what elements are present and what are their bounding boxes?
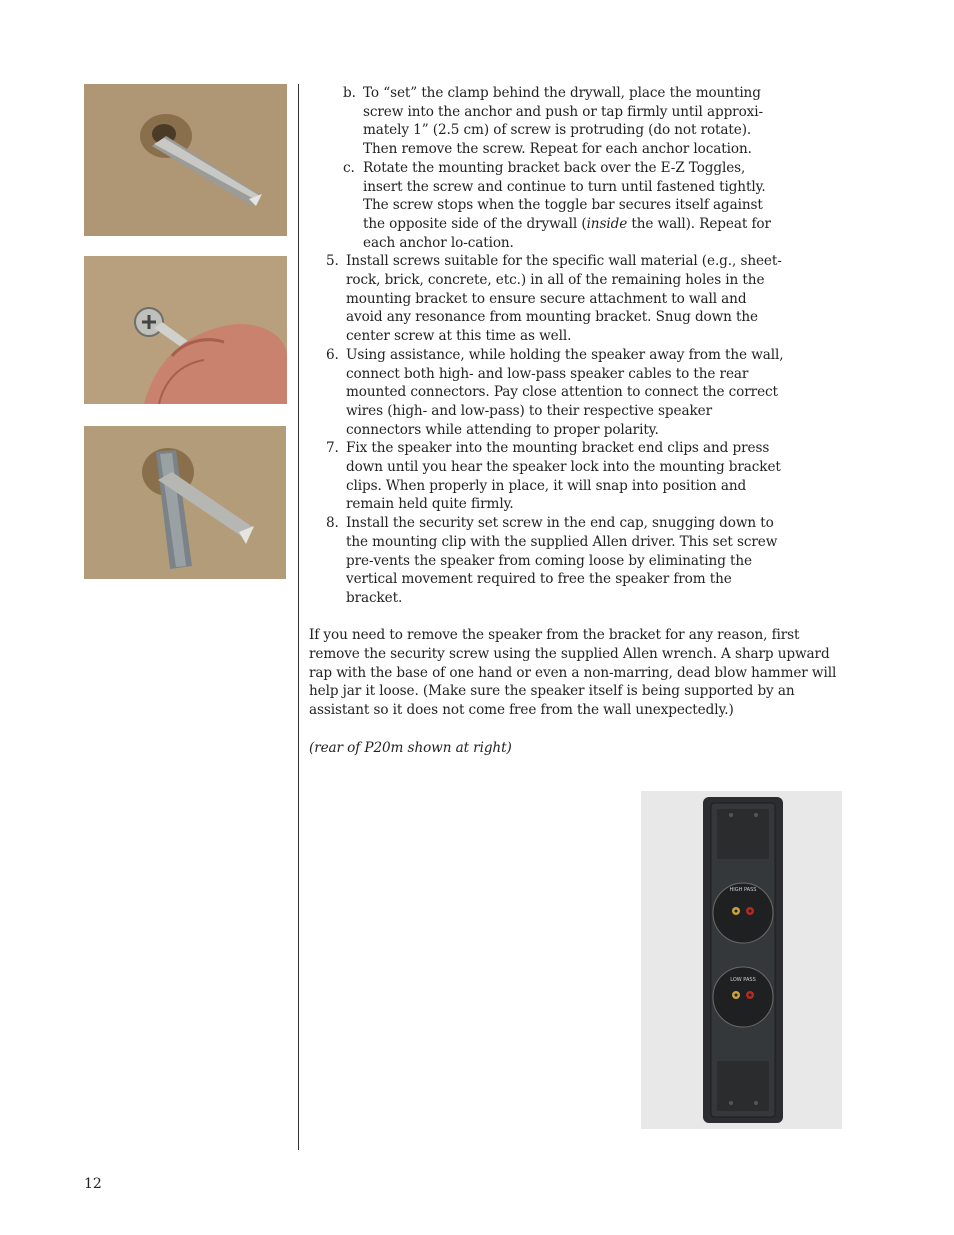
photo-toggle-bar <box>84 426 286 579</box>
step-8 <box>326 514 839 608</box>
step-6 <box>326 346 839 440</box>
photo-screw-in-anchor <box>84 84 287 236</box>
removal-paragraph: If you need to remove the speaker from the bracket for any reason, first remove the security screw using the supplied Allen wrench. A sharp upward rap with the base of one hand or even a non-marring, dead blow hammer will help jar it loose. (Make sure the speaker itself is being supported by an assistant so it does not come free from the wall unexpectedly.) <box>309 627 837 719</box>
step-7 <box>326 439 839 514</box>
photo-caption: (rear of P20m shown at right) <box>309 739 512 756</box>
step-b <box>343 84 839 159</box>
step-5 <box>326 252 839 346</box>
step-label: b. <box>343 85 356 101</box>
instruction-text <box>309 84 839 757</box>
step-label: 5. <box>326 253 339 270</box>
high-pass-label: HIGH PASS <box>729 887 757 893</box>
photo-speaker-rear <box>641 791 842 1129</box>
step-label: c. <box>343 159 355 176</box>
column-divider <box>298 84 299 1150</box>
low-pass-label: LOW PASS <box>730 977 756 983</box>
photo-hand-screwdriver <box>84 256 287 404</box>
step-text: Install screws suitable for the specific wall material (e.g., sheet-rock, brick, concrete, etc.) in all of the remaining holes in the mounting bracket to ensure secure attachment to wall and avoid any resonance from mounting bracket. Snug down the center screw at this time as well. <box>346 253 782 345</box>
step-text: To “set” the clamp behind the drywall, place the mounting screw into the anchor and push or tap firmly until approxi-mately 1” (2.5 cm) of screw is protruding (do not rotate). Then remove the screw. Repeat for each anchor location. <box>363 85 763 158</box>
step-label: 6. <box>326 346 339 363</box>
step-text: Install the security set screw in the end cap, snugging down to the mounting clip with the supplied Allen driver. This set screw pre-vents the speaker from coming loose by eliminating the vertical movement required to free the speaker from the bracket. <box>346 515 778 606</box>
step-text: Rotate the mounting bracket back over the E-Z Toggles, insert the screw and continue to turn until fastened tightly. The screw stops when the toggle bar secures itself against the opposite side of the drywall (inside the wall). Repeat for each anchor lo-cation. <box>363 159 771 251</box>
step-label: 7. <box>326 440 339 457</box>
step-text: Using assistance, while holding the speaker away from the wall, connect both high- and low-pass speaker cables to the rear mounted connectors. Pay close attention to connect the correct wires (high- and low-pass) to their respective speaker connectors while attending to proper polarity. <box>346 346 784 438</box>
step-label: 8. <box>326 515 339 532</box>
step-text: Fix the speaker into the mounting bracket end clips and press down until you hear the speaker lock into the mounting bracket clips. When properly in place, it will snap into position and remain held quite firmly. <box>346 440 781 513</box>
step-c <box>343 159 839 253</box>
page-number: 12 <box>84 1176 102 1192</box>
